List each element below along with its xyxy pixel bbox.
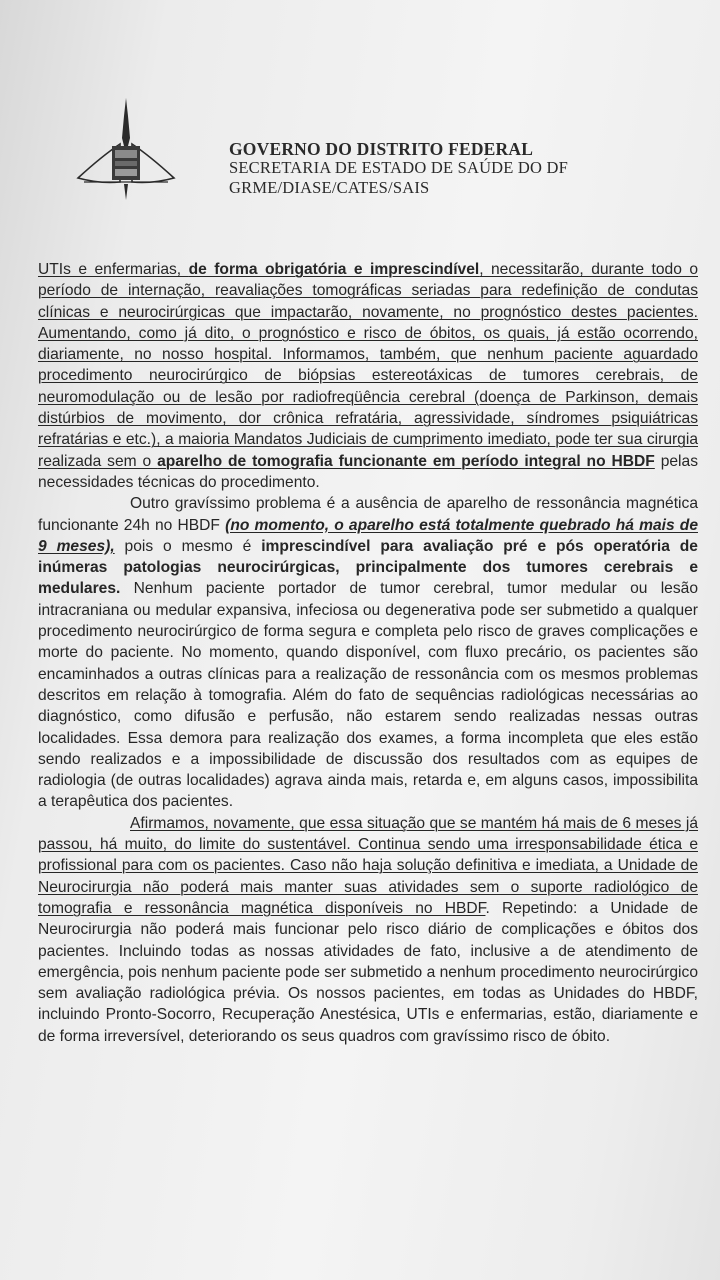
paragraph-2: [38, 493, 698, 812]
p1-span-3: , necessitarão, durante todo o período de internação, reavaliações tomográficas seriadas para redefinição de condutas clínicas e neurocirúrgicas que impactarão, novamente, no prognóstico destes pacientes. Aumentando, como já dito, o prognóstico e risco de óbitos, os quais, já estão ocorrendo, diariamente, no nosso hospital. Informamos, também, que nenhum paciente aguardado procedimento neurocirúrgico de biópsias estereotáxicas de tumores cerebrais, de neuromodulação ou de lesão por radiofreqüência cerebral (doença de Parkinson, demais distúrbios de movimento, dor crônica refratária, agressividade, síndromes psiquiátricas refratárias e etc.), a maioria Mandatos Judiciais de cumprimento imediato, pode ter sua cirurgia realizada sem o: [38, 261, 698, 470]
paragraph-1: [38, 259, 698, 493]
letterhead: [229, 140, 568, 198]
p2-span-1: Outro gravíssimo problema é a ausência de aparelho de ressonância magnética funcionante 24h no HBDF: [38, 495, 698, 534]
header-department-code: GRME/DIASE/CATES/SAIS: [229, 178, 430, 197]
p1-span-5: pelas necessidades técnicas do procedimento.: [38, 452, 698, 491]
p1-span-1: UTIs e enfermarias,: [38, 261, 189, 278]
p1-span-2: de forma obrigatória e imprescindível: [188, 261, 480, 278]
p2-span-5: Nenhum paciente portador de tumor cerebral, tumor medular ou lesão intracraniana ou medular expansiva, infeciosa ou degenerativa pode ser submetido a qualquer procedimento neurocirúrgico de forma segura e completa pelo risco de graves complicações e morte do paciente. No momento, quando disponível, com fluxo precário, os pacientes são encaminhados a outras clínicas para a realização de ressonância com os mesmos problemas descritos em relação à tomografia. Além do fato de sequências radiológicas necessárias ao diagnóstico, como difusão e perfusão, não estarem sendo realizadas nessas outras localidades. Essa demora para realização dos exames, a forma incompleta que eles estão sendo realizados e a impossibilidade de discussão dos resultados com as equipes de radiologia (de outras localidades) agrava ainda mais, retarda e, em alguns casos, impossibilita a terapêutica dos pacientes.: [38, 580, 698, 811]
gdf-emblem-icon: [74, 96, 178, 200]
p3-span-2: . Repetindo: a Unidade de Neurocirurgia não poderá mais funcionar pelo risco diário de complicações e óbitos dos pacientes. Incluindo todas as nossas atividades de fato, inclusive a de atendimento de emergência, pois nenhum paciente pode ser submetido a nenhum procedimento neurocirúrgico sem avaliação radiológica prévia. Os nossos pacientes, em todas as Unidades do HBDF, incluindo Pronto-Socorro, Recuperação Anestésica, UTIs e enfermarias, estão, diariamente e de forma irreversível, deteriorando os seus quadros com gravíssimo risco de óbito.: [38, 899, 698, 1045]
paragraph-3: [38, 813, 698, 1047]
p2-span-3: pois o mesmo é: [114, 537, 262, 555]
p2-span-4: imprescindível para avaliação pré e pós operatória de inúmeras patologias neurocirúrgicas, principalmente dos tumores cerebrais e medulares.: [38, 537, 698, 598]
header-secretaria: SECRETARIA DE ESTADO DE SAÚDE DO DF: [229, 158, 568, 177]
header-government: GOVERNO DO DISTRITO FEDERAL: [229, 139, 534, 159]
p1-span-4: aparelho de tomografia funcionante em período integral no HBDF: [157, 452, 655, 470]
letter-body: [38, 259, 698, 1047]
p3-span-1: Afirmamos, novamente, que essa situação que se mantém há mais de 6 meses já passou, há muito, do limite do sustentável. Continua sendo uma irresponsabilidade ética e profissional para com os pacientes. Caso não haja solução definitiva e imediata, a Unidade de Neurocirurgia não poderá mais manter suas atividades sem o suporte radiológico de tomografia e ressonância magnética disponíveis no HBDF: [38, 814, 698, 917]
p2-span-2: (no momento, o aparelho está totalmente quebrado há mais de 9 meses),: [38, 516, 698, 555]
